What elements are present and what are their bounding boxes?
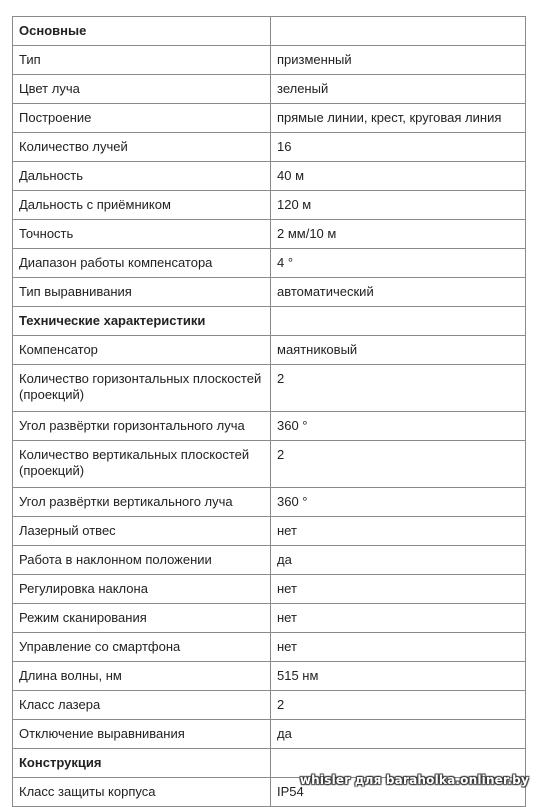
spec-row <box>13 278 526 307</box>
spec-table <box>12 16 526 807</box>
section-row-main <box>13 17 526 46</box>
spec-value: призменный <box>271 46 526 75</box>
spec-value: нет <box>271 633 526 662</box>
spec-row <box>13 488 526 517</box>
spec-value: 2 <box>271 691 526 720</box>
spec-value: 2 <box>271 365 526 412</box>
spec-row <box>13 365 526 412</box>
spec-value: прямые линии, крест, круговая линия <box>271 104 526 133</box>
spec-label: Цвет луча <box>13 75 271 104</box>
spec-label: Лазерный отвес <box>13 517 271 546</box>
spec-row <box>13 604 526 633</box>
spec-value: 120 м <box>271 191 526 220</box>
spec-value: да <box>271 546 526 575</box>
spec-value: 2 мм/10 м <box>271 220 526 249</box>
spec-label: Работа в наклонном положении <box>13 546 271 575</box>
spec-row <box>13 220 526 249</box>
spec-value: 515 нм <box>271 662 526 691</box>
spec-value: зеленый <box>271 75 526 104</box>
spec-row <box>13 441 526 488</box>
spec-label: Количество горизонтальных плоскостей (проекций) <box>13 365 271 412</box>
spec-table-body <box>13 17 526 807</box>
spec-label: Точность <box>13 220 271 249</box>
spec-label: Количество вертикальных плоскостей (проекций) <box>13 441 271 488</box>
spec-row <box>13 46 526 75</box>
spec-value: автоматический <box>271 278 526 307</box>
spec-row <box>13 546 526 575</box>
spec-value: нет <box>271 575 526 604</box>
spec-label: Диапазон работы компенсатора <box>13 249 271 278</box>
spec-label: Количество лучей <box>13 133 271 162</box>
spec-value: нет <box>271 604 526 633</box>
spec-label: Построение <box>13 104 271 133</box>
spec-label: Компенсатор <box>13 336 271 365</box>
spec-row <box>13 412 526 441</box>
spec-value: 40 м <box>271 162 526 191</box>
section-empty-cell <box>271 307 526 336</box>
spec-row <box>13 633 526 662</box>
spec-row <box>13 720 526 749</box>
spec-value: маятниковый <box>271 336 526 365</box>
spec-row <box>13 336 526 365</box>
spec-row <box>13 691 526 720</box>
spec-label: Длина волны, нм <box>13 662 271 691</box>
spec-label: Класс лазера <box>13 691 271 720</box>
spec-value: нет <box>271 517 526 546</box>
spec-label: Тип <box>13 46 271 75</box>
spec-row <box>13 662 526 691</box>
spec-label: Дальность <box>13 162 271 191</box>
spec-value: 4 ° <box>271 249 526 278</box>
spec-value: 360 ° <box>271 412 526 441</box>
spec-label: Класс защиты корпуса <box>13 778 271 807</box>
section-row-technical <box>13 307 526 336</box>
spec-row <box>13 133 526 162</box>
spec-label: Дальность с приёмником <box>13 191 271 220</box>
spec-row <box>13 104 526 133</box>
spec-row <box>13 249 526 278</box>
spec-label: Угол развёртки вертикального луча <box>13 488 271 517</box>
spec-label: Отключение выравнивания <box>13 720 271 749</box>
spec-value: да <box>271 720 526 749</box>
spec-value: 16 <box>271 133 526 162</box>
spec-row <box>13 191 526 220</box>
spec-row <box>13 75 526 104</box>
section-title: Технические характеристики <box>13 307 271 336</box>
watermark-text: whisler для baraholka.onliner.by <box>299 773 529 787</box>
spec-row <box>13 575 526 604</box>
spec-label: Управление со смартфона <box>13 633 271 662</box>
spec-value: IP54 <box>271 778 526 807</box>
spec-value: 360 ° <box>271 488 526 517</box>
spec-row <box>13 517 526 546</box>
spec-label: Угол развёртки горизонтального луча <box>13 412 271 441</box>
spec-label: Режим сканирования <box>13 604 271 633</box>
spec-value: 2 <box>271 441 526 488</box>
section-title: Основные <box>13 17 271 46</box>
section-title: Конструкция <box>13 749 271 778</box>
spec-row <box>13 162 526 191</box>
spec-label: Регулировка наклона <box>13 575 271 604</box>
spec-label: Тип выравнивания <box>13 278 271 307</box>
section-empty-cell <box>271 17 526 46</box>
